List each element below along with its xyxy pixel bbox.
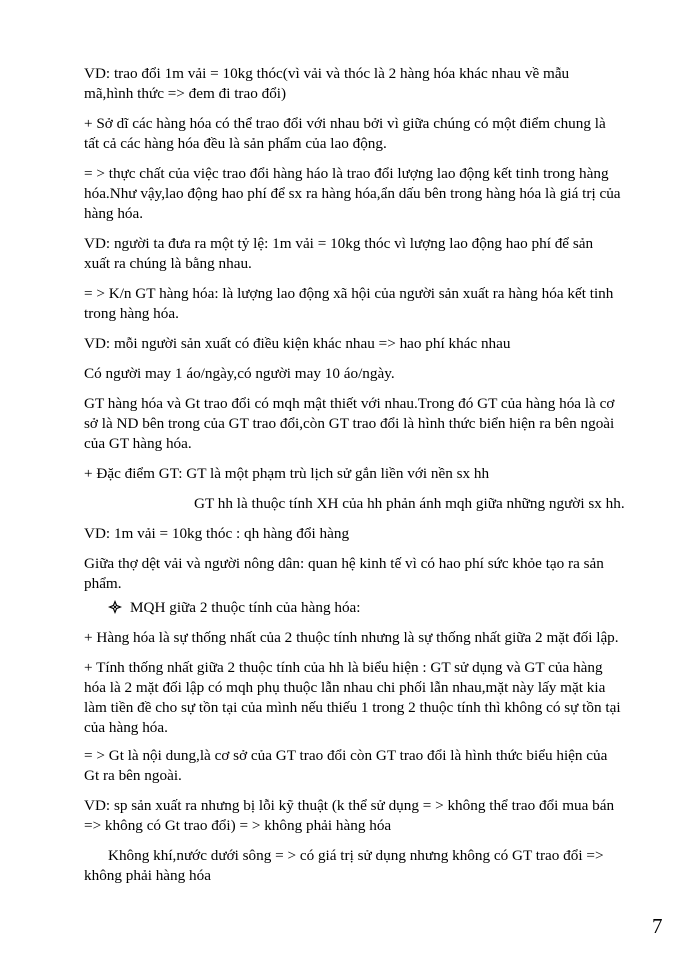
text-line: trong hàng hóa. — [84, 305, 179, 322]
text-line: Có người may 1 áo/ngày,có người may 10 áo/ngày. — [84, 365, 395, 382]
text-line: GT hàng hóa và Gt trao đổi có mqh mật thiết với nhau.Trong đó GT của hàng hóa là cơ — [84, 395, 615, 412]
text-line: hóa là 2 mặt đối lập có mqh phụ thuộc lẫn nhau chi phối lẫn nhau,mặt này lấy mặt kia — [84, 679, 606, 696]
text-line: tất cả các hàng hóa đều là sản phẩm của lao động. — [84, 135, 387, 152]
bullet-heading-two-attributes — [108, 598, 698, 618]
text-line: VD: mỗi người sản xuất có điều kiện khác nhau => hao phí khác nhau — [84, 335, 511, 352]
text-line: của hàng hóa. — [84, 719, 168, 736]
text-line: + Sở dĩ các hàng hóa có thể trao đổi với nhau bởi vì giữa chúng có một điểm chung là — [84, 115, 606, 132]
text-line: VD: người ta đưa ra một tỷ lệ: 1m vải = 10kg thóc vì lượng lao động hao phí để sản — [84, 235, 594, 252]
text-line: hàng hóa. — [84, 205, 144, 222]
text-line: Gt ra bên ngoài. — [84, 767, 182, 784]
text-line: = > thực chất của việc trao đổi hàng háo là trao đổi lượng lao động kết tinh trong hàng — [84, 165, 609, 182]
paragraph-weaver-farmer — [84, 554, 674, 594]
page-number: 7 — [652, 914, 663, 938]
text-line: của GT hàng hóa. — [84, 435, 192, 452]
paragraph-example-ratio — [84, 234, 674, 274]
text-line: + Đặc điểm GT: GT là một phạm trù lịch sử gắn liền với nền sx hh — [84, 465, 490, 482]
text-line: + Tính thống nhất giữa 2 thuộc tính của hh là biểu hiện : GT sử dụng và GT của hàng — [84, 659, 603, 676]
text-line: Không khí,nước dưới sông = > có giá trị sử dụng nhưng không có GT trao đổi => — [108, 847, 604, 864]
diamond-bullet-icon — [108, 600, 122, 614]
text-line: Giữa thợ dệt vải và người nông dân: quan hệ kinh tế vì có hao phí sức khỏe tạo ra sản — [84, 555, 604, 572]
paragraph-value-relation — [84, 394, 674, 454]
paragraph-content-form — [84, 746, 674, 786]
paragraph-example-sewing — [84, 364, 674, 384]
text-line: = > Gt là nội dung,là cơ sở của GT trao đổi còn GT trao đổi là hình thức biểu hiện của — [84, 747, 608, 764]
paragraph-air-water — [84, 846, 674, 886]
paragraph-example-barter — [84, 524, 674, 544]
paragraph-exchange-essence — [84, 164, 674, 224]
paragraph-value-characteristic — [84, 464, 674, 484]
paragraph-unity-expression — [84, 658, 674, 738]
text-line: VD: sp sản xuất ra nhưng bị lỗi kỹ thuật (k thể sử dụng = > không thể trao đổi mua bán — [84, 797, 615, 814]
text-line: sở là ND bên trong của GT trao đổi,còn GT trao đổi là hình thức biển hiện ra bên ngoài — [84, 415, 615, 432]
text-line: VD: 1m vải = 10kg thóc : qh hàng đổi hàng — [84, 525, 350, 542]
bullet-heading-text: MQH giữa 2 thuộc tính của hàng hóa: — [130, 599, 361, 616]
text-line: xuất ra chúng là bằng nhau. — [84, 255, 252, 272]
paragraph-unity-of-opposites — [84, 628, 674, 648]
text-line: không phải hàng hóa — [84, 867, 211, 884]
text-line: = > K/n GT hàng hóa: là lượng lao động xã hội của người sản xuất ra hàng hóa kết tinh — [84, 285, 614, 302]
paragraph-example-cloth-rice — [84, 64, 674, 104]
paragraph-example-conditions — [84, 334, 674, 354]
text-line: phẩm. — [84, 575, 122, 592]
paragraph-value-concept — [84, 284, 674, 324]
text-line: => không có Gt trao đổi) = > không phải hàng hóa — [84, 817, 392, 834]
paragraph-social-attribute — [194, 494, 700, 514]
text-line: VD: trao đổi 1m vải = 10kg thóc(vì vải và thóc là 2 hàng hóa khác nhau về mẫu — [84, 65, 570, 82]
text-line: GT hh là thuộc tính XH của hh phản ánh mqh giữa những người sx hh. — [194, 495, 625, 512]
text-line: + Hàng hóa là sự thống nhất của 2 thuộc tính nhưng là sự thống nhất giữa 2 mặt đối lập. — [84, 629, 619, 646]
text-line: mã,hình thức => đem đi trao đổi) — [84, 85, 287, 102]
text-line: làm tiền đề cho sự tồn tại của mình nếu thiếu 1 trong 2 thuộc tính thì không có sự tồn tại — [84, 699, 621, 716]
paragraph-common-point — [84, 114, 674, 154]
paragraph-example-defect — [84, 796, 674, 836]
text-line: hóa.Như vậy,lao động hao phí để sx ra hàng hóa,ẩn dấu bên trong hàng hóa là giá trị của — [84, 185, 621, 202]
